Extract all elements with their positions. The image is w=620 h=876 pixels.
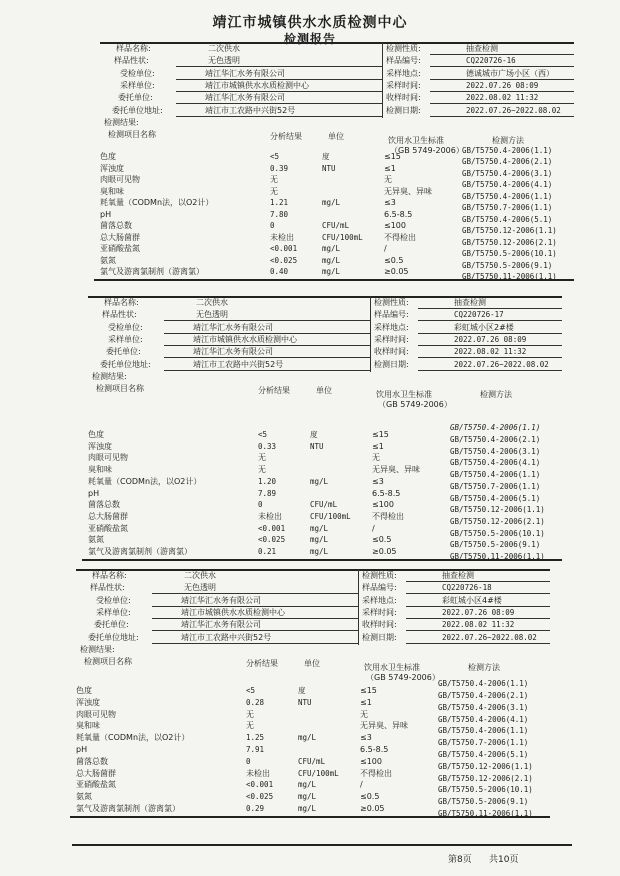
item-standard: 无 <box>384 175 392 184</box>
field-label: 检测日期: <box>362 632 397 642</box>
item-method: GB/T5750.5-2006(10.1) <box>450 528 545 538</box>
item-result: 0.21 <box>258 547 277 556</box>
item-method: GB/T5750.4-2006(3.1) <box>438 702 529 712</box>
field-label: 检测结果: <box>80 644 115 654</box>
info-divider <box>358 569 359 645</box>
item-unit: CFU/mL <box>310 500 338 510</box>
field-value-recv_time: 2022.08.02 11:32 <box>442 620 515 630</box>
info-divider <box>370 296 371 372</box>
item-method: GB/T5750.5-2006(10.1) <box>462 249 557 258</box>
field-value-sample_time: 2022.07.26 08:09 <box>454 334 527 344</box>
field-value-props: 无色透明 <box>196 310 228 320</box>
item-unit: 度 <box>322 152 330 161</box>
page-bottom-rule <box>72 844 572 846</box>
item-method: GB/T5750.4-2006(1.1) <box>450 423 541 433</box>
field-value-props: 无色透明 <box>208 56 240 66</box>
field-underline <box>152 630 358 631</box>
item-standard: ≤1 <box>384 163 396 173</box>
item-name: 色度 <box>76 686 92 695</box>
item-name: 浑浊度 <box>76 697 100 707</box>
field-label: 采样单位: <box>108 334 143 344</box>
item-standard: 无异臭、异味 <box>360 721 408 731</box>
item-method: GB/T5750.5-2006(9.1) <box>450 540 541 550</box>
item-method: GB/T5750.4-2006(5.1) <box>438 750 529 759</box>
item-standard: ≤100 <box>372 500 394 510</box>
field-underline <box>176 91 382 92</box>
field-value-no: CQ220726-17 <box>454 310 504 320</box>
item-standard: ≥0.05 <box>360 804 385 813</box>
field-label: 检测结果: <box>92 371 127 381</box>
item-unit: mg/L <box>310 476 329 486</box>
field-label: 收样时间: <box>362 620 397 630</box>
field-label: 采样单位: <box>96 607 131 617</box>
field-underline <box>430 91 574 92</box>
field-label: 委托单位地址: <box>88 632 139 642</box>
item-standard: ≤0.5 <box>360 792 380 802</box>
item-unit: mg/L <box>310 523 329 533</box>
field-value-recv_time: 2022.08.02 11:32 <box>454 347 527 357</box>
section-top-rule <box>76 569 550 571</box>
column-header-result: 分析结果 <box>270 132 302 142</box>
field-underline <box>430 79 574 80</box>
field-label: 采样时间: <box>386 80 421 90</box>
field-value-entrust: 靖江华汇水务有限公司 <box>193 347 273 357</box>
item-standard: 不得检出 <box>372 511 404 521</box>
item-standard: ≥0.05 <box>372 547 397 556</box>
field-value-entrust: 靖江华汇水务有限公司 <box>205 93 285 103</box>
item-method: GB/T5750.12-2006(1.1) <box>450 505 545 515</box>
field-underline <box>406 630 550 631</box>
field-underline <box>406 593 550 594</box>
item-method: GB/T5750.7-2006(1.1) <box>438 738 529 748</box>
item-standard: ≤3 <box>384 198 396 207</box>
column-header-unit: 单位 <box>304 659 320 669</box>
field-underline <box>430 54 574 55</box>
item-name: 肉眼可见物 <box>76 709 116 719</box>
field-value-test_date: 2022.07.26~2022.08.02 <box>454 359 549 369</box>
item-method: GB/T5750.4-2006(1.1) <box>462 145 553 155</box>
item-name: 浑浊度 <box>100 163 124 173</box>
field-value-name: 二次供水 <box>208 44 240 53</box>
item-method: GB/T5750.7-2006(1.1) <box>462 203 553 212</box>
item-name: 亚硝酸盐氮 <box>88 523 128 533</box>
item-standard: / <box>360 780 363 790</box>
field-underline <box>418 308 562 309</box>
field-value-name: 二次供水 <box>184 571 216 580</box>
field-label: 采样单位: <box>120 80 155 90</box>
item-unit: mg/L <box>298 733 317 743</box>
field-underline <box>406 606 550 607</box>
field-value-no: CQ220726-16 <box>466 56 516 66</box>
field-label: 样品性状: <box>90 583 125 593</box>
column-header-result: 分析结果 <box>258 386 290 396</box>
column-header-item: 检测项目名称 <box>84 657 132 667</box>
field-label: 委托单位: <box>118 93 153 103</box>
item-standard: ≤1 <box>360 697 372 707</box>
column-header-standard-ref: （GB 5749-2006） <box>390 146 464 156</box>
field-label: 样品名称: <box>104 298 139 307</box>
field-underline <box>152 606 358 607</box>
field-value-test_date: 2022.07.26~2022.08.02 <box>466 105 561 115</box>
item-result: <5 <box>270 152 280 161</box>
item-method: GB/T5750.4-2006(4.1) <box>438 714 529 724</box>
item-unit: CFU/mL <box>298 756 326 766</box>
field-label: 受检单位: <box>96 595 131 605</box>
column-header-method: 检测方法 <box>480 390 512 400</box>
field-value-nature: 抽查检测 <box>442 571 474 580</box>
field-label: 采样地点: <box>362 595 397 605</box>
column-header-result: 分析结果 <box>246 659 278 669</box>
field-underline <box>164 370 370 371</box>
item-name: 总大肠菌群 <box>88 511 128 521</box>
item-method: GB/T5750.4-2006(3.1) <box>450 446 541 456</box>
field-underline <box>418 320 562 321</box>
field-underline <box>430 103 574 104</box>
field-underline <box>418 370 562 371</box>
item-unit: mg/L <box>322 255 341 265</box>
field-underline <box>152 643 358 644</box>
item-method: GB/T5750.4-2006(4.1) <box>462 180 553 189</box>
field-value-no: CQ220726-18 <box>442 583 492 593</box>
field-underline <box>418 345 562 346</box>
column-header-standard-ref: （GB 5749-2006） <box>366 673 440 683</box>
field-underline <box>152 593 358 594</box>
field-underline <box>430 66 574 67</box>
item-standard: ≥0.05 <box>384 267 409 276</box>
column-header-unit: 单位 <box>328 132 344 142</box>
item-name: pH <box>76 745 88 754</box>
report-title: 检测报告 <box>283 32 336 46</box>
item-standard: 不得检出 <box>384 232 416 242</box>
item-standard: ≤1 <box>372 441 384 451</box>
field-underline <box>164 333 370 334</box>
item-method: GB/T5750.4-2006(3.1) <box>462 168 553 178</box>
item-result: 0.28 <box>246 697 265 707</box>
section-top-rule <box>100 42 574 44</box>
item-standard: ≤100 <box>384 221 406 230</box>
item-unit: mg/L <box>322 267 341 276</box>
item-result: <5 <box>258 430 268 439</box>
column-header-standard: 饮用水卫生标准 <box>388 136 444 146</box>
section-bottom-rule <box>82 559 562 561</box>
item-name: 亚硝酸盐氮 <box>100 244 140 253</box>
field-underline <box>430 116 574 117</box>
item-name: 臭和味 <box>76 721 100 731</box>
item-result: <5 <box>246 686 256 695</box>
item-result: 0.39 <box>270 163 289 173</box>
field-underline <box>176 103 382 104</box>
item-unit: CFU/mL <box>322 221 350 230</box>
field-underline <box>418 333 562 334</box>
field-underline <box>164 357 370 358</box>
item-result: 无 <box>270 175 278 184</box>
field-label: 检测日期: <box>386 105 421 115</box>
item-method: GB/T5750.4-2006(2.1) <box>462 157 553 166</box>
column-header-standard: 饮用水卫生标准 <box>364 663 420 673</box>
item-name: 亚硝酸盐氮 <box>76 780 116 790</box>
item-result: 0.29 <box>246 804 265 813</box>
field-value-entrust: 靖江华汇水务有限公司 <box>181 620 261 630</box>
item-method: GB/T5750.5-2006(9.1) <box>438 797 529 807</box>
item-result: 无 <box>246 709 254 719</box>
item-name: 色度 <box>88 430 104 439</box>
item-standard: ≤3 <box>360 733 372 743</box>
item-result: 未检出 <box>246 768 270 778</box>
item-standard: ≤15 <box>360 686 377 695</box>
item-unit: mg/L <box>298 792 317 802</box>
item-result: 无 <box>246 721 254 731</box>
field-label: 委托单位: <box>94 620 129 630</box>
item-result: 未检出 <box>258 511 282 521</box>
item-result: 无 <box>258 453 266 463</box>
item-result: 未检出 <box>270 232 294 242</box>
field-label: 检测性质: <box>362 571 397 580</box>
item-result: 无 <box>270 186 278 196</box>
field-label: 样品性状: <box>114 56 149 66</box>
field-value-location: 彩虹城小区4#楼 <box>442 595 502 605</box>
item-standard: 6.5-8.5 <box>360 745 389 754</box>
field-label: 检测性质: <box>374 298 409 307</box>
item-name: 浑浊度 <box>88 441 112 451</box>
item-name: 总大肠菌群 <box>100 232 140 242</box>
field-underline <box>176 79 382 80</box>
item-method: GB/T5750.11-2006(1.1) <box>462 272 557 281</box>
field-label: 受检单位: <box>120 68 155 78</box>
field-value-nature: 抽查检测 <box>454 298 486 307</box>
field-label: 采样地点: <box>386 68 421 78</box>
field-label: 样品名称: <box>92 571 127 580</box>
item-result: 0 <box>270 221 275 230</box>
item-method: GB/T5750.4-2006(1.1) <box>438 679 529 689</box>
field-underline <box>176 66 382 67</box>
item-result: <0.001 <box>258 523 286 533</box>
item-unit: CFU/100mL <box>322 232 363 242</box>
item-name: 氯气及游离氯制剂（游离氯） <box>88 547 192 556</box>
field-value-nature: 抽查检测 <box>466 44 498 53</box>
section-bottom-rule <box>70 816 550 818</box>
item-unit: mg/L <box>310 535 329 545</box>
item-result: 1.25 <box>246 733 265 743</box>
field-label: 样品编号: <box>386 56 421 66</box>
field-value-recv_time: 2022.08.02 11:32 <box>466 93 539 103</box>
item-unit: mg/L <box>322 198 341 207</box>
field-underline <box>418 357 562 358</box>
item-name: 氯气及游离氯制剂（游离氯） <box>100 267 204 276</box>
item-name: 氨氮 <box>88 535 104 545</box>
section-top-rule <box>88 296 562 298</box>
column-header-method: 检测方法 <box>468 663 500 673</box>
item-method: GB/T5750.4-2006(1.1) <box>438 726 529 736</box>
field-value-location: 德诚城市广场小区（西） <box>466 68 554 78</box>
column-header-standard: 饮用水卫生标准 <box>376 390 432 400</box>
field-label: 委托单位地址: <box>100 359 151 369</box>
field-value-addr: 靖江市工农路中兴街52号 <box>193 359 284 369</box>
field-label: 检测结果: <box>104 117 139 127</box>
item-name: 耗氧量（CODMn法，以O2计） <box>76 733 190 743</box>
field-label: 检测日期: <box>374 359 409 369</box>
field-value-client: 靖江华汇水务有限公司 <box>193 322 273 332</box>
item-method: GB/T5750.5-2006(10.1) <box>438 785 533 795</box>
item-unit: NTU <box>322 163 336 173</box>
item-name: pH <box>100 209 112 219</box>
item-result: 0 <box>258 500 263 510</box>
page-total: 共10页 <box>489 855 519 865</box>
item-standard: 无 <box>360 709 368 719</box>
field-label: 受检单位: <box>108 322 143 332</box>
field-underline <box>176 116 382 117</box>
item-name: 氨氮 <box>100 255 116 265</box>
item-name: 肉眼可见物 <box>100 175 140 184</box>
field-label: 样品编号: <box>374 310 409 320</box>
item-unit: 度 <box>298 686 306 695</box>
field-underline <box>164 320 370 321</box>
item-name: 肉眼可见物 <box>88 453 128 463</box>
field-value-sample_time: 2022.07.26 08:09 <box>442 607 515 617</box>
item-standard: ≤3 <box>372 476 384 486</box>
field-label: 样品编号: <box>362 583 397 593</box>
section-bottom-rule <box>94 279 574 281</box>
item-standard: 无异臭、异味 <box>372 465 420 475</box>
item-unit: mg/L <box>298 780 317 790</box>
item-result: 7.89 <box>258 488 277 498</box>
field-label: 收样时间: <box>386 93 421 103</box>
item-result: <0.025 <box>246 792 274 802</box>
item-result: <0.001 <box>270 244 298 253</box>
field-underline <box>406 581 550 582</box>
item-name: 菌落总数 <box>88 500 120 510</box>
column-header-item: 检测项目名称 <box>108 130 156 140</box>
item-method: GB/T5750.12-2006(1.1) <box>438 761 533 771</box>
item-result: 7.80 <box>270 209 289 219</box>
item-name: 耗氧量（CODMn法，以O2计） <box>88 476 202 486</box>
item-name: 总大肠菌群 <box>76 768 116 778</box>
field-underline <box>406 618 550 619</box>
item-unit: CFU/100mL <box>310 511 351 521</box>
item-standard: ≤15 <box>384 152 401 161</box>
item-name: 臭和味 <box>100 186 124 196</box>
item-result: <0.025 <box>270 255 298 265</box>
item-name: 耗氧量（CODMn法，以O2计） <box>100 198 214 207</box>
field-label: 委托单位地址: <box>112 105 163 115</box>
item-name: 菌落总数 <box>100 221 132 230</box>
item-name: 氯气及游离氯制剂（游离氯） <box>76 804 180 813</box>
field-value-client: 靖江华汇水务有限公司 <box>181 595 261 605</box>
item-unit: CFU/100mL <box>298 768 339 778</box>
field-underline <box>406 643 550 644</box>
item-result: 0.33 <box>258 441 277 451</box>
field-underline <box>164 345 370 346</box>
item-method: GB/T5750.4-2006(4.1) <box>450 458 541 468</box>
item-standard: 6.5-8.5 <box>384 209 413 219</box>
item-method: GB/T5750.5-2006(9.1) <box>462 260 553 270</box>
item-method: GB/T5750.7-2006(1.1) <box>450 481 541 491</box>
field-value-test_date: 2022.07.26~2022.08.02 <box>442 632 537 642</box>
item-unit: NTU <box>310 441 324 451</box>
item-method: GB/T5750.4-2006(1.1) <box>450 470 541 480</box>
item-name: 臭和味 <box>88 465 112 475</box>
field-value-name: 二次供水 <box>196 298 228 307</box>
item-result: 1.21 <box>270 198 289 207</box>
item-result: 7.91 <box>246 745 265 754</box>
field-value-sample_time: 2022.07.26 08:09 <box>466 80 539 90</box>
item-method: GB/T5750.4-2006(5.1) <box>462 214 553 224</box>
item-unit: NTU <box>298 697 312 707</box>
item-standard: ≤0.5 <box>372 535 392 545</box>
item-unit: 度 <box>310 430 318 439</box>
item-result: 无 <box>258 465 266 475</box>
field-label: 样品性状: <box>102 310 137 320</box>
field-underline <box>152 618 358 619</box>
item-method: GB/T5750.4-2006(5.1) <box>450 493 541 503</box>
organization-title: 靖江市城镇供水水质检测中心 <box>212 15 408 31</box>
item-name: 氨氮 <box>76 792 92 802</box>
field-label: 采样时间: <box>362 607 397 617</box>
item-name: 菌落总数 <box>76 756 108 766</box>
item-standard: ≤15 <box>372 430 389 439</box>
item-result: <0.001 <box>246 780 274 790</box>
item-result: 1.20 <box>258 476 277 486</box>
field-label: 委托单位: <box>106 347 141 357</box>
item-standard: 6.5-8.5 <box>372 488 401 498</box>
item-method: GB/T5750.11-2006(1.1) <box>450 552 545 561</box>
item-unit: mg/L <box>322 244 341 253</box>
item-method: GB/T5750.4-2006(2.1) <box>450 435 541 444</box>
item-method: GB/T5750.12-2006(2.1) <box>462 237 557 247</box>
column-header-unit: 单位 <box>316 386 332 396</box>
field-value-sampler: 靖江市城镇供水水质检测中心 <box>205 80 309 90</box>
item-name: 色度 <box>100 152 116 161</box>
field-value-client: 靖江华汇水务有限公司 <box>205 68 285 78</box>
item-standard: 无异臭、异味 <box>384 186 432 196</box>
item-standard: / <box>384 244 387 253</box>
item-standard: 不得检出 <box>360 768 392 778</box>
item-method: GB/T5750.11-2006(1.1) <box>438 809 533 818</box>
field-value-addr: 靖江市工农路中兴街52号 <box>205 105 296 115</box>
item-method: GB/T5750.12-2006(2.1) <box>450 516 545 526</box>
column-header-item: 检测项目名称 <box>96 384 144 394</box>
field-label: 采样时间: <box>374 334 409 344</box>
field-value-location: 彩虹城小区2#楼 <box>454 322 514 332</box>
field-value-addr: 靖江市工农路中兴街52号 <box>181 632 272 642</box>
item-standard: / <box>372 523 375 533</box>
field-label: 检测性质: <box>386 44 421 53</box>
item-result: 0.40 <box>270 267 289 276</box>
column-header-standard-ref: （GB 5749-2006） <box>378 400 452 410</box>
field-value-sampler: 靖江市城镇供水水质检测中心 <box>181 607 285 617</box>
item-method: GB/T5750.4-2006(1.1) <box>462 191 553 201</box>
field-value-props: 无色透明 <box>184 583 216 593</box>
item-standard: ≤0.5 <box>384 255 404 265</box>
item-result: <0.025 <box>258 535 286 545</box>
field-label: 采样地点: <box>374 322 409 332</box>
field-label: 样品名称: <box>116 44 151 53</box>
item-standard: 无 <box>372 453 380 463</box>
field-label: 收样时间: <box>374 347 409 357</box>
item-name: pH <box>88 488 100 498</box>
item-unit: mg/L <box>298 804 317 813</box>
column-header-method: 检测方法 <box>492 136 524 146</box>
item-unit: mg/L <box>310 547 329 556</box>
item-method: GB/T5750.12-2006(1.1) <box>462 226 557 235</box>
item-standard: ≤100 <box>360 756 382 766</box>
item-method: GB/T5750.12-2006(2.1) <box>438 773 533 783</box>
item-method: GB/T5750.4-2006(2.1) <box>438 691 529 700</box>
field-value-sampler: 靖江市城镇供水水质检测中心 <box>193 334 297 344</box>
item-result: 0 <box>246 756 251 766</box>
info-divider <box>382 42 383 118</box>
page-number: 第8页 <box>448 855 472 865</box>
